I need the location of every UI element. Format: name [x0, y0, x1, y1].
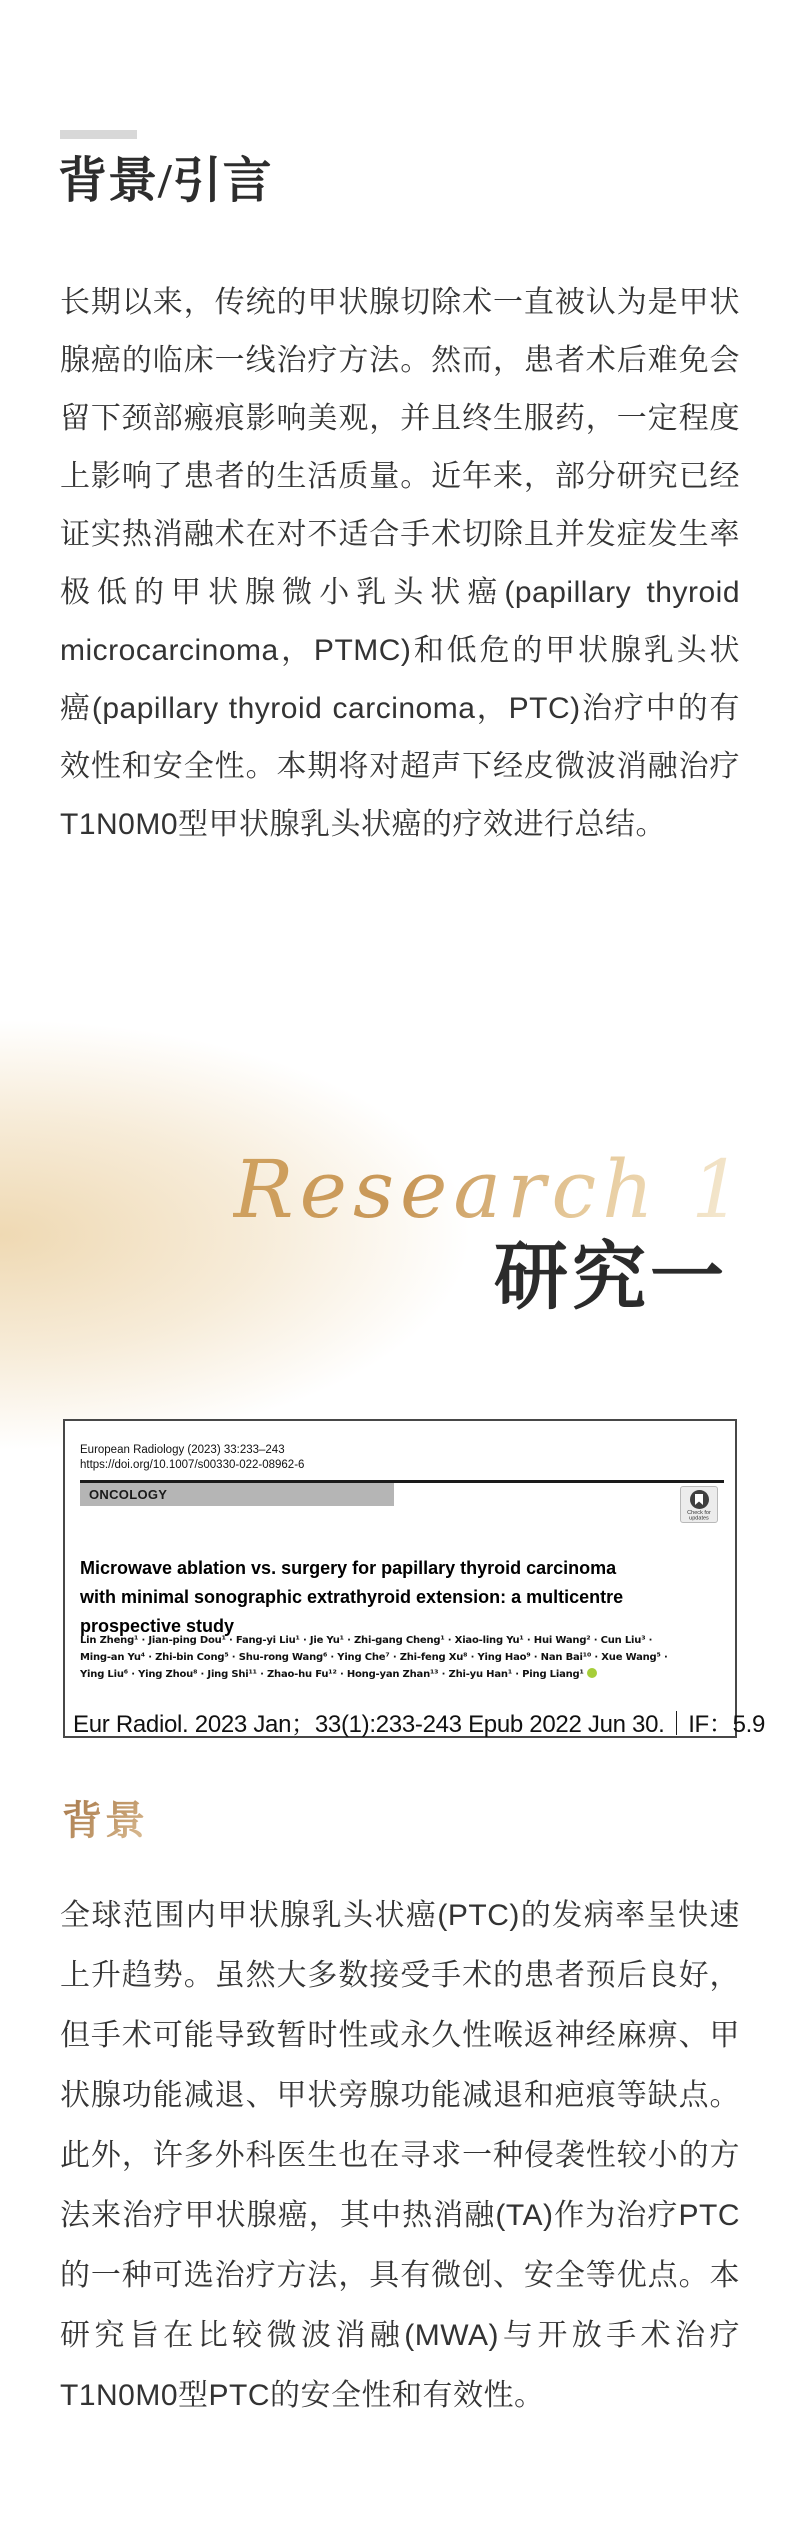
check-for-updates-label: Check for updates: [687, 1510, 711, 1522]
research-title-cn: 研究一: [494, 1237, 728, 1319]
section-accent-bar: [60, 130, 137, 139]
intro-heading: 背景/引言: [58, 153, 273, 208]
paper-authors: [80, 1632, 724, 1683]
doi-link[interactable]: https://doi.org/10.1007/s00330-022-08962-6: [80, 1459, 305, 1471]
background-paragraph: 全球范围内甲状腺乳头状癌(PTC)的发病率呈快速上升趋势。虽然大多数接受手术的患者预后良好，但手术可能导致暂时性或永久性喉返神经麻痹、甲状腺功能减退、甲状旁腺功能减退和疤痕等缺点。此外，许多外科医生也在寻求一种侵袭性较小的方法来治疗甲状腺癌，其中热消融(TA)作为治疗PTC的一种可选治疗方法，具有微创、安全等优点。本研究旨在比较微波消融(MWA)与开放手术治疗T1N0M0型PTC的安全性和有效性。: [60, 1899, 740, 2412]
paper-title-line: with minimal sonographic extrathyroid extension: a multicentre: [80, 1587, 624, 1607]
research-script-text: Research 1: [233, 1143, 748, 1236]
background-section-heading: 背景: [62, 1798, 148, 1843]
bookmark-icon: [690, 1490, 709, 1509]
paper-title-line: prospective study: [80, 1616, 235, 1636]
authors-line: Ying Liu⁶ · Ying Zhou⁸ · Jing Shi¹¹ · Zhao-hu Fu¹² · Hong-yan Zhan¹³ · Zhi-yu Han¹ · Ping Liang¹: [80, 1666, 724, 1683]
check-for-updates-badge[interactable]: [680, 1486, 718, 1523]
paper-title-line: Microwave ablation vs. surgery for papillary thyroid carcinoma: [80, 1558, 617, 1578]
category-badge: ONCOLOGY: [80, 1483, 394, 1506]
journal-volume-line: European Radiology (2023) 33:233–243: [80, 1444, 285, 1456]
citation-impact-line: Eur Radiol. 2023 Jan；33(1):233-243 Epub 2022 Jun 30.｜IF：5.9: [73, 1711, 766, 1738]
authors-line: Lin Zheng¹ · Jian-ping Dou¹ · Fang-yi Liu¹ · Jie Yu¹ · Zhi-gang Cheng¹ · Xiao-ling Yu¹ · Hui Wang² · Cun Liu³ ·: [80, 1635, 653, 1646]
authors-line: Ming-an Yu⁴ · Zhi-bin Cong⁵ · Shu-rong Wang⁶ · Ying Che⁷ · Zhi-feng Xu⁸ · Ying Hao⁹ · Nan Bai¹⁰ · Xue Wang⁵ ·: [80, 1652, 668, 1663]
paper-card-header: [80, 1421, 720, 1506]
intro-paragraph: 长期以来，传统的甲状腺切除术一直被认为是甲状腺癌的临床一线治疗方法。然而，患者术后难免会留下颈部瘢痕影响美观，并且终生服药，一定程度上影响了患者的生活质量。近年来，部分研究已经证实热消融术在对不适合手术切除且并发症发生率极低的甲状腺微小乳头状癌(papillary thyroid microcarcinoma，PTMC)和低危的甲状腺乳头状癌(papillary thyroid carcinoma，PTC)治疗中的有效性和安全性。本期将对超声下经皮微波消融治疗T1N0M0型甲状腺乳头状癌的疗效进行总结。: [60, 286, 740, 841]
paper-title: [80, 1554, 720, 1641]
paper-citation-card: [63, 1419, 766, 1738]
orcid-icon[interactable]: [587, 1668, 597, 1678]
